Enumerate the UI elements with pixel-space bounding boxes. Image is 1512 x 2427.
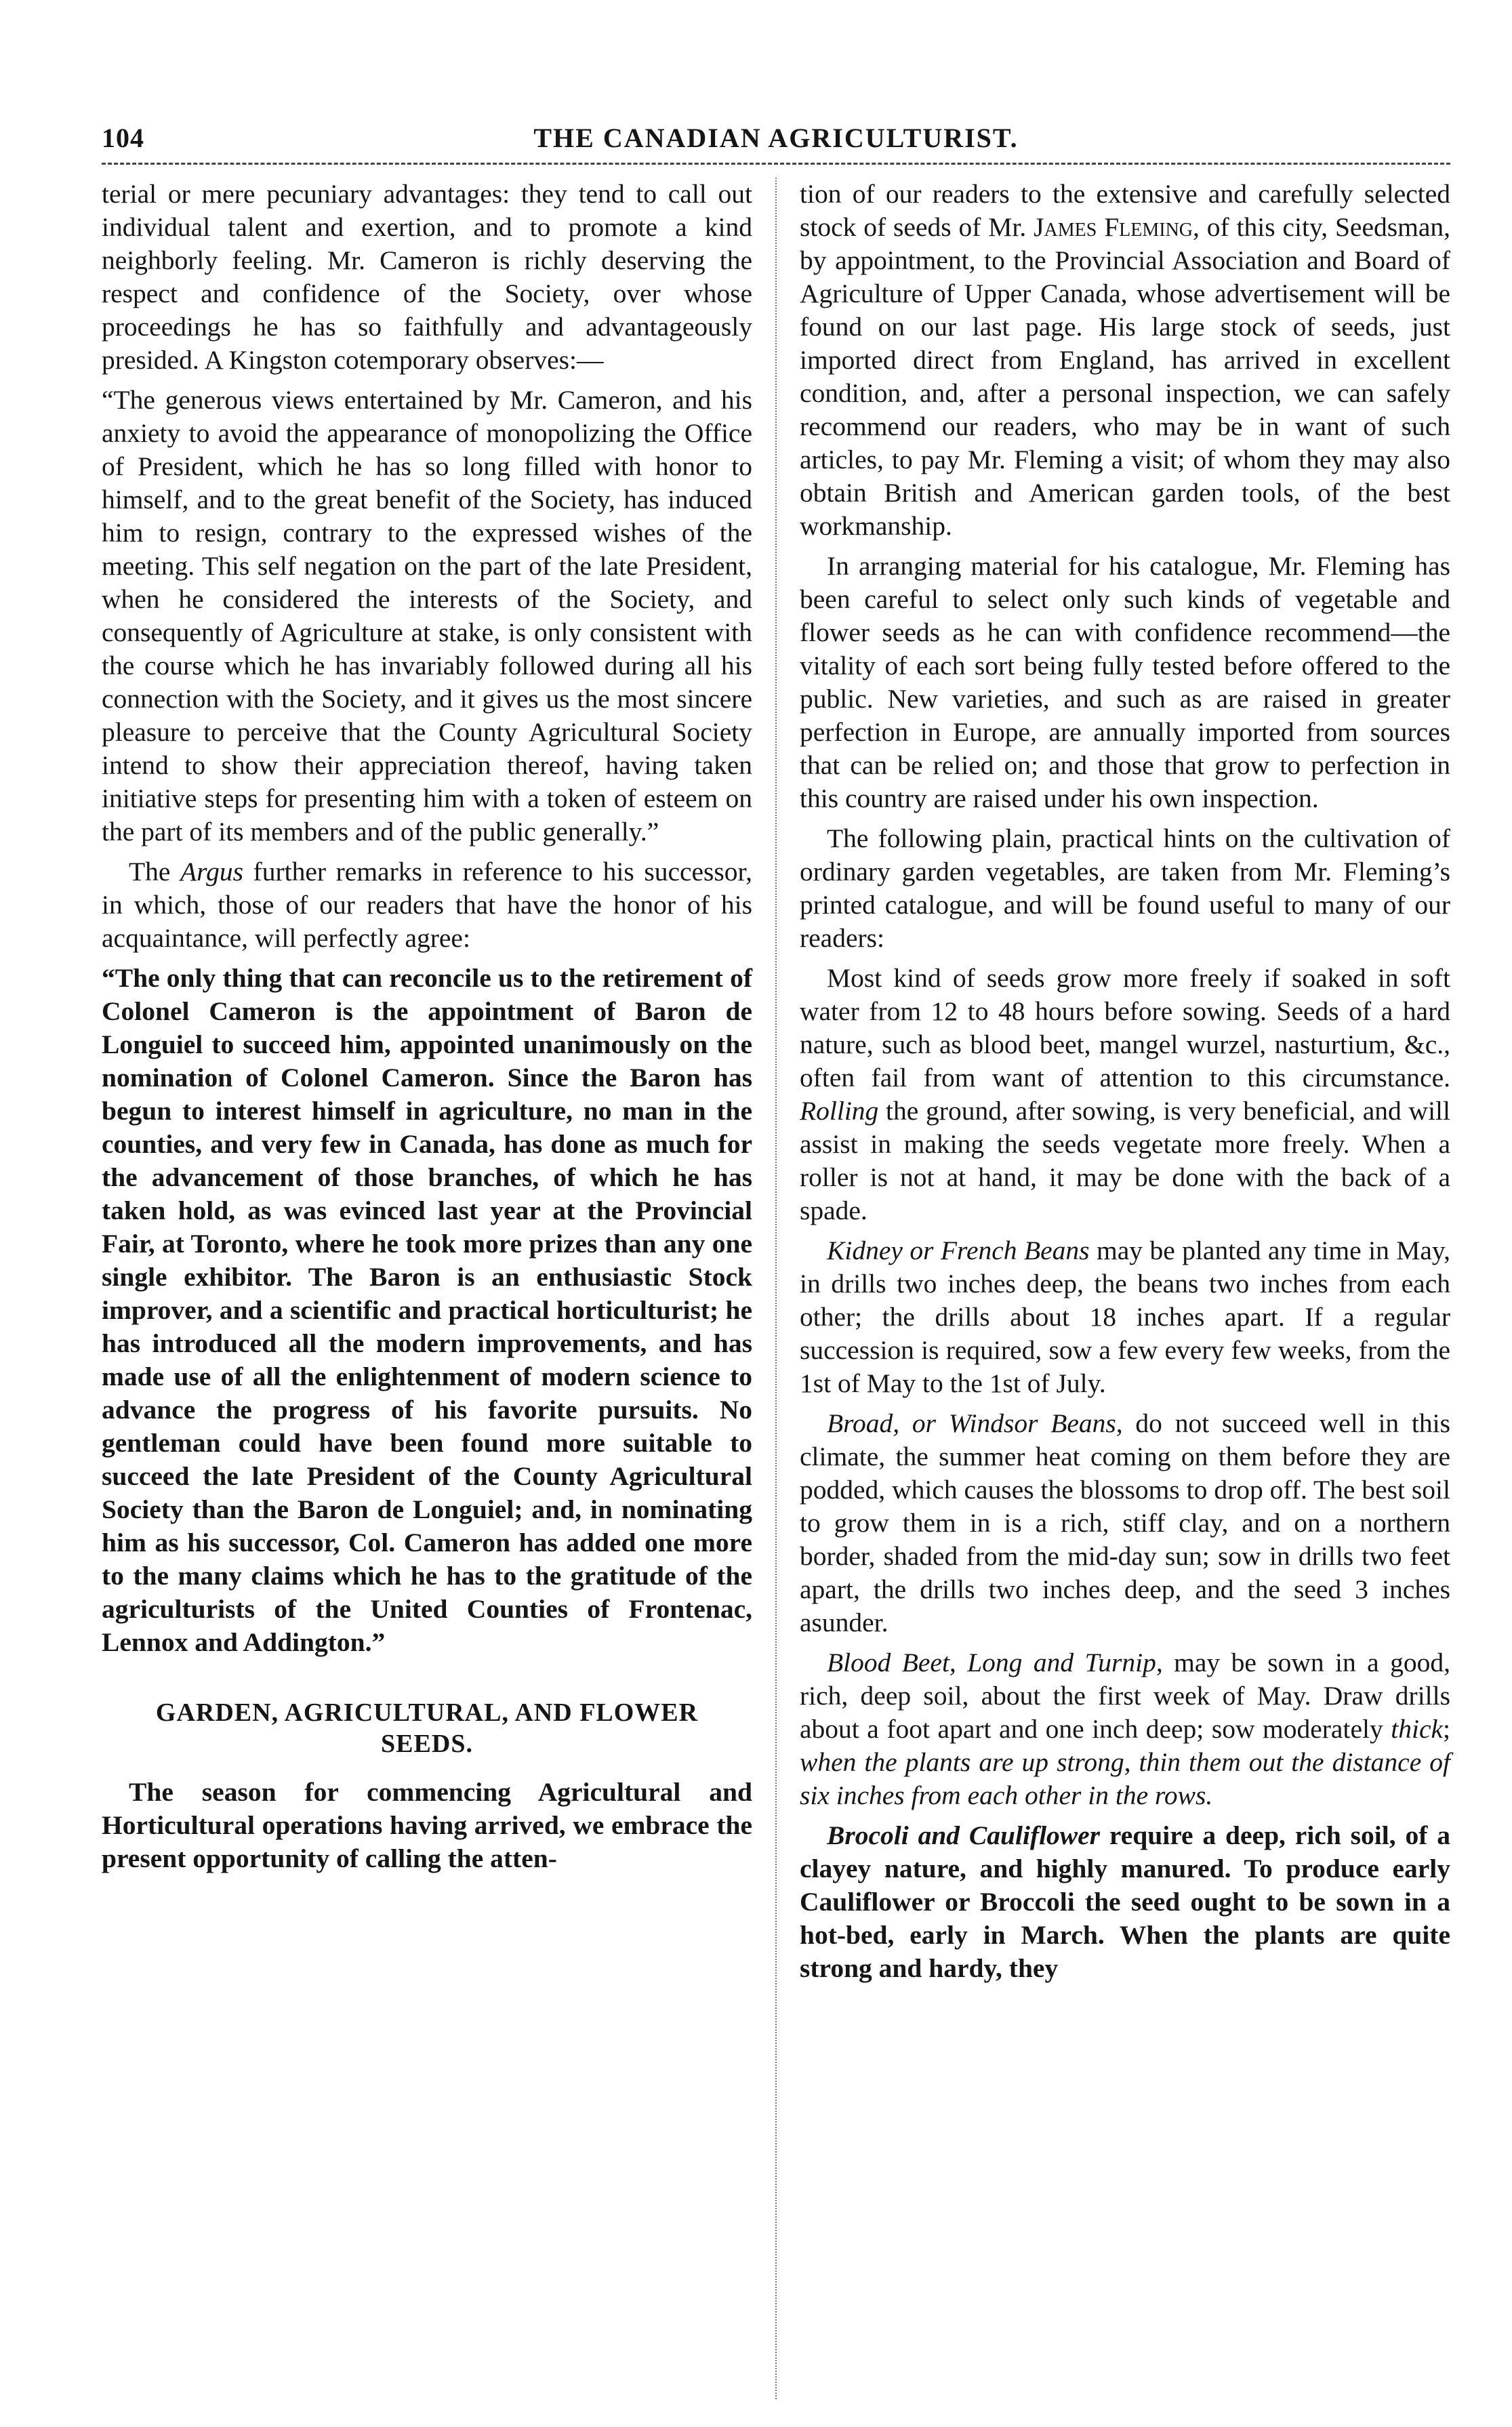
right-p1-a: tion of our readers to the extensive and carefully selected stock of seeds of Mr.: [800, 179, 1450, 242]
page-number: 104: [102, 123, 144, 153]
right-column: [800, 178, 1450, 2399]
right-p4-italic: Rolling: [800, 1096, 879, 1126]
blood-beet-italic-thick: thick: [1391, 1714, 1444, 1744]
left-quote-1: “The generous views entertained by Mr. Cameron, and his anxiety to avoid the appearance of monopolizing the Office of President, which he has so long filled with honor to himself, and to the great benefit of the Society, has induced him to resign, contrary to the expressed wishes of the meeting. This self negation on the part of the late President, when he considered the interests of the Society, and consequently of Agriculture at stake, is only consistent with the course which he has invariably followed during all his connection with the Society, and it gives us the most sincere pleasure to perceive that the County Agricultural Society intend to show their appreciation thereof, having taken initiative steps for presenting him with a token of esteem on the part of its members and of the public generally.”: [102, 385, 752, 847]
argus-text-before: The: [129, 857, 181, 886]
section-heading-seeds: GARDEN, AGRICULTURAL, AND FLOWER SEEDS.: [155, 1698, 699, 1758]
blood-beet-mid: ;: [1443, 1714, 1450, 1744]
left-paragraph-1: terial or mere pecuniary advantages: they tend to call out individual talent and exertion, and to promote a kind neighborly feeling. Mr. Cameron is richly deserving the respect and confidence of the Society, over whose proceedings he has so faithfully and advantageously presided. A Kingston cotemporary observes:—: [102, 179, 752, 375]
page-header: [102, 122, 1450, 169]
argus-italic: Argus: [180, 857, 243, 886]
right-p4-a: Most kind of seeds grow more freely if soaked in soft water from 12 to 48 hours before sowing. Seeds of a hard nature, such as blood beet, mangel wurzel, nasturtium, &c., often fail from want of attention to this circumstance.: [800, 963, 1450, 1093]
right-paragraph-3: The following plain, practical hints on the cultivation of ordinary garden vegetables, are taken from Mr. Fleming’s printed catalogue, and will be found useful to many of our readers:: [800, 823, 1450, 953]
column-divider: [775, 178, 777, 2399]
right-p1-name: James Fleming: [1034, 212, 1193, 242]
header-rule: [102, 163, 1450, 165]
left-paragraph-argus: [102, 855, 752, 955]
right-p4-b: the ground, after sowing, is very beneficial, and will assist in making the seeds vegetate more freely. When a roller is not at hand, it may be done with the back of a spade.: [800, 1096, 1450, 1225]
blood-beet-italic-plants: when the plants are up strong, thin them out the distance of six inches from each other in the rows.: [800, 1747, 1450, 1810]
right-p1-b: , of this city, Seedsman, by appointment, to the Provincial Association and Board of Agriculture of Upper Canada, whose advertisement will be found on our last page. His large stock of seeds, just imported direct from England, has arrived in excellent condition, and, after a personal inspection, we can safely recommend our readers, who may be in want of such articles, to pay Mr. Fleming a visit; of whom they may also obtain British and American garden tools, of the best workmanship.: [800, 212, 1450, 541]
right-paragraph-brocoli: [800, 1819, 1450, 1985]
right-paragraph-blood-beet: [800, 1646, 1450, 1812]
left-column: [102, 178, 752, 2399]
left-quote-2: “The only thing that can reconcile us to the retirement of Colonel Cameron is the appointment of Baron de Longuiel to succeed him, appointed unanimously on the nomination of Colonel Cameron. Since the Baron has begun to interest himself in agriculture, no man in the counties, and very few in Canada, has done as much for the advancement of those branches, of which he has taken hold, as was evinced last year at the Provincial Fair, at Toronto, where he took more prizes than any one single exhibitor. The Baron is an enthusiastic Stock improver, and a scientific and practical horticulturist; he has introduced all the modern improvements, and has made use of all the enlightenment of modern science to advance the progress of his favorite pursuits. No gentleman could have been found more suitable to succeed the late President of the County Agricultural Society than the Baron de Longuiel; and, in nominating him as his successor, Col. Cameron has added one more to the many claims which he has to the gratitude of the agriculturists of the United Counties of Frontenac, Lennox and Addington.”: [102, 963, 752, 1657]
right-paragraph-1: [800, 178, 1450, 543]
right-paragraph-kidney-beans: [800, 1234, 1450, 1400]
left-paragraph-seeds-start: The season for commencing Agricultural and Horticultural operations having arrived, we embrace the present opportunity of calling the atten-: [102, 1777, 752, 1873]
right-paragraph-broad-beans: [800, 1407, 1450, 1639]
blood-beet-body: may be sown in a good, rich, deep soil, about the first week of May. Draw drills about a foot apart and one inch deep; sow moderately: [800, 1648, 1450, 1744]
newspaper-page: [102, 122, 1450, 2399]
kidney-beans-title: Kidney or French Beans: [827, 1236, 1090, 1265]
running-title: THE CANADIAN AGRICULTURIST.: [533, 123, 1019, 153]
kidney-beans-body: may be planted any time in May, in drills two inches deep, the beans two inches from each other; the drills about 18 inches apart. If a regular succession is required, sow a few every few weeks, from the 1st of May to the 1st of July.: [800, 1236, 1450, 1398]
right-paragraph-4: [800, 962, 1450, 1227]
brocoli-body: require a deep, rich soil, of a clayey nature, and highly manured. To produce early Cauliflower or Broccoli the seed ought to be sown in a hot-bed, early in March. When the plants are quite strong and hardy, they: [800, 1820, 1451, 1983]
columns: [102, 178, 1450, 2399]
broad-beans-title: Broad, or Windsor Beans,: [827, 1408, 1123, 1438]
right-paragraph-2: In arranging material for his catalogue, Mr. Fleming has been careful to select only such kinds of vegetable and flower seeds as he can with confidence recommend—the vitality of each sort being fully tested before offered to the public. New varieties, and such as are raised in greater perfection in Europe, are annually imported from sources that can be relied on; and those that grow to perfection in this country are raised under his own inspection.: [800, 551, 1450, 813]
broad-beans-body: do not succeed well in this climate, the summer heat coming on them before they are podded, which causes the blossoms to drop off. The best soil to grow them in is a rich, stiff clay, and on a northern border, shaded from the mid-day sun; sow in drills two feet apart, the drills two inches deep, and the seed 3 inches asunder.: [800, 1408, 1450, 1637]
brocoli-title: Brocoli and Cauliflower: [827, 1820, 1101, 1850]
blood-beet-title: Blood Beet, Long and Turnip,: [827, 1648, 1163, 1677]
argus-text-after: further remarks in reference to his successor, in which, those of our readers that have the honor of his acquaintance, will perfectly agree:: [102, 857, 752, 953]
